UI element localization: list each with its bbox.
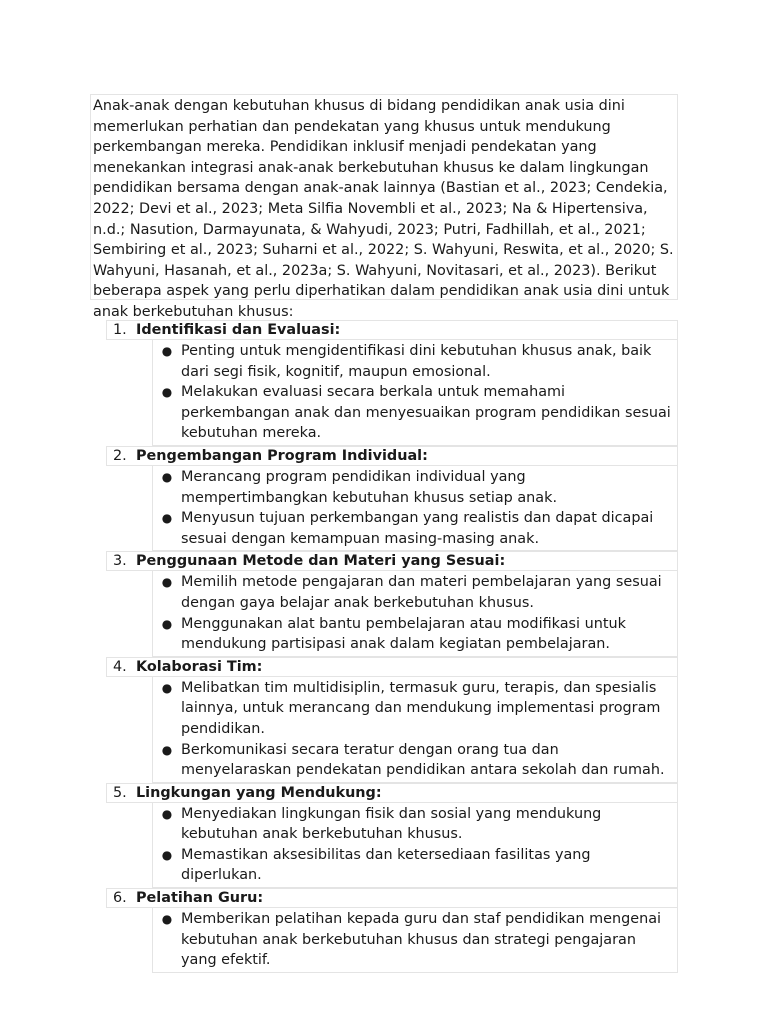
item-title: Lingkungan yang Mendukung: — [136, 784, 382, 801]
bullet-point — [153, 467, 677, 508]
bullet-icon: ● — [161, 912, 173, 927]
item-number: 2. — [113, 447, 127, 464]
bullet-point — [153, 740, 677, 781]
bullet-text: Memberikan pelatihan kepada guru dan staf pendidikan mengenai kebutuhan anak berkebutuhan khusus dan strategi pengajaran yang efektif. — [181, 911, 662, 969]
intro-paragraph: Anak-anak dengan kebutuhan khusus di bidang pendidikan anak usia dini memerlukan perhatian dan pendekatan yang khusus untuk mendukung perkembangan mereka. Pendidikan inklusif menjadi pendekatan yang menekankan integrasi anak-anak berkebutuhan khusus ke dalam lingkungan pendidikan bersama dengan anak-anak lainnya (Bastian et al., 2023; Cendekia, 2022; Devi et al., 2023; Meta Silfia Novembli et al., 2023; Na & Hipertensiva, n.d.; Nasution, Darmayunata, & Wahyudi, 2023; Putri, Fadhillah, et al., 2021; Sembiring et al., 2023; Suharni et al., 2022; S. Wahyuni, Reswita, et al., 2020; S. Wahyuni, Hasanah, et al., 2023a; S. Wahyuni, Novitasari, et al., 2023). Berikut beberapa aspek yang perlu diperhatikan dalam pendidikan anak usia dini untuk anak berkebutuhan khusus: — [90, 94, 678, 300]
bullet-text: Penting untuk mengidentifikasi dini kebutuhan khusus anak, baik dari segi fisik, kognitif, maupun emosional. — [181, 343, 652, 380]
bullet-icon: ● — [161, 469, 173, 484]
bullet-icon: ● — [161, 575, 173, 590]
item-title: Pelatihan Guru: — [136, 890, 264, 907]
item-heading — [106, 783, 678, 803]
bullet-text: Melibatkan tim multidisiplin, termasuk guru, terapis, dan spesialis lainnya, untuk merancang dan mendukung implementasi program pendidikan. — [181, 679, 661, 737]
bullet-text: Menyusun tujuan perkembangan yang realistis dan dapat dicapai sesuai dengan kemampuan masing-masing anak. — [181, 510, 654, 547]
item-number: 5. — [113, 784, 127, 801]
item-heading — [106, 888, 678, 908]
item-title: Pengembangan Program Individual: — [136, 447, 428, 464]
bullet-icon: ● — [161, 344, 173, 358]
bullet-icon: ● — [161, 806, 173, 821]
item-heading — [106, 320, 678, 340]
bullet-point — [153, 341, 677, 382]
bullet-point — [153, 382, 677, 444]
item-heading — [106, 446, 678, 466]
bullet-icon: ● — [161, 616, 173, 631]
bullet-point — [153, 614, 677, 655]
bullet-text: Merancang program pendidikan individual yang mempertimbangkan kebutuhan khusus setiap anak. — [181, 468, 558, 506]
item-title: Identifikasi dan Evaluasi: — [136, 322, 341, 338]
bullet-point — [153, 909, 677, 971]
list-item-kolaborasi — [106, 657, 678, 783]
bullet-point — [153, 572, 677, 613]
bullet-icon: ● — [161, 742, 173, 757]
bullet-point — [153, 678, 677, 740]
item-heading — [106, 551, 678, 571]
item-title: Penggunaan Metode dan Materi yang Sesuai: — [136, 553, 506, 570]
item-number: 4. — [113, 658, 127, 675]
bullet-text: Menyediakan lingkungan fisik dan sosial yang mendukung kebutuhan anak berkebutuhan khusus. — [181, 805, 602, 843]
aspect-list — [106, 320, 678, 973]
bullet-text: Memastikan aksesibilitas dan ketersediaan fasilitas yang diperlukan. — [181, 846, 591, 884]
list-item-lingkungan — [106, 783, 678, 888]
item-title: Kolaborasi Tim: — [136, 658, 263, 675]
item-number: 6. — [113, 890, 127, 907]
bullet-text: Melakukan evaluasi secara berkala untuk memahami perkembangan anak dan menyesuaikan program pendidikan sesuai kebutuhan mereka. — [181, 384, 671, 442]
bullet-text: Memilih metode pengajaran dan materi pembelajaran yang sesuai dengan gaya belajar anak berkebutuhan khusus. — [181, 574, 662, 611]
bullet-text: Berkomunikasi secara teratur dengan orang tua dan menyelaraskan pendekatan pendidikan antara sekolah dan rumah. — [181, 741, 665, 779]
item-bullets — [152, 677, 678, 783]
item-bullets — [152, 803, 678, 888]
item-bullets — [152, 466, 678, 551]
item-number: 3. — [113, 553, 127, 570]
list-item-pengembangan — [106, 446, 678, 551]
item-bullets — [152, 340, 678, 446]
bullet-point — [153, 804, 677, 845]
list-item-metode — [106, 551, 678, 656]
bullet-point — [153, 845, 677, 886]
bullet-icon: ● — [161, 847, 173, 862]
list-item-identifikasi — [106, 320, 678, 446]
bullet-point — [153, 508, 677, 549]
list-item-pelatihan — [106, 888, 678, 973]
item-bullets — [152, 908, 678, 973]
bullet-icon: ● — [161, 385, 173, 400]
item-heading — [106, 657, 678, 677]
bullet-icon: ● — [161, 511, 173, 526]
item-number: 1. — [113, 322, 127, 338]
bullet-icon: ● — [161, 680, 173, 695]
item-bullets — [152, 571, 678, 656]
bullet-text: Menggunakan alat bantu pembelajaran atau modifikasi untuk mendukung partisipasi anak dalam kegiatan pembelajaran. — [181, 615, 626, 653]
